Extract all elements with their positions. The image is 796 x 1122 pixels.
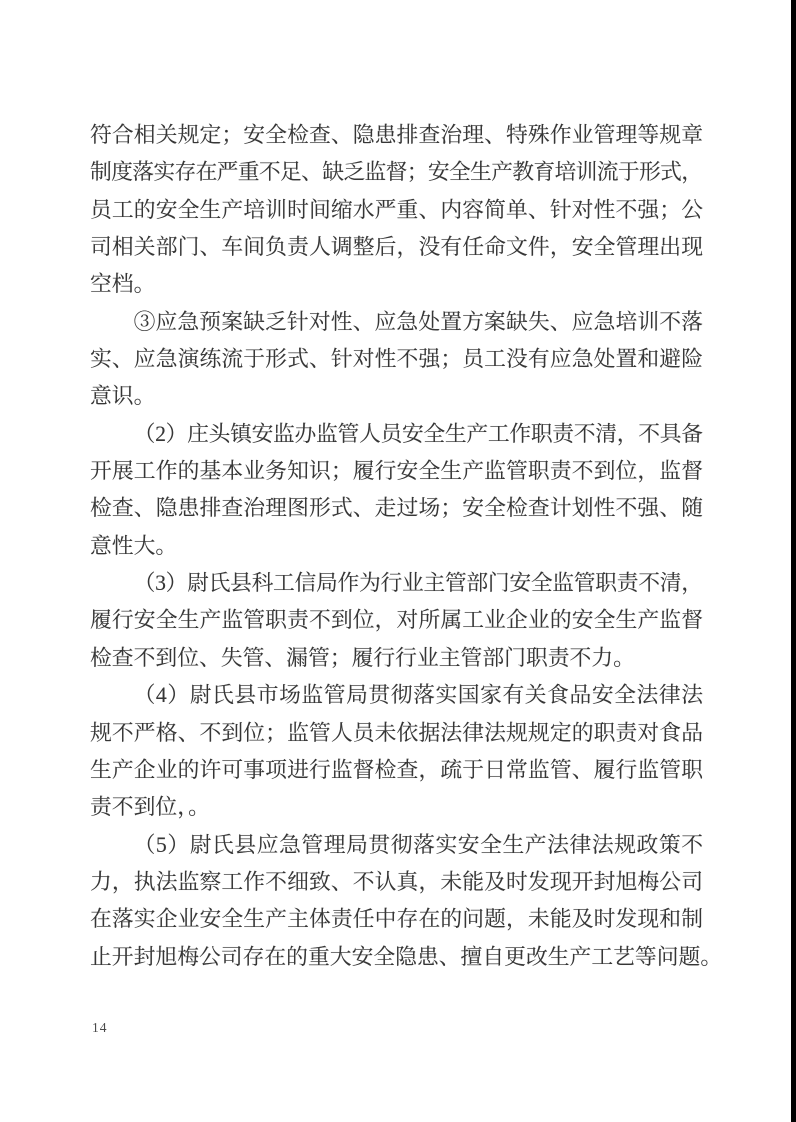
text-line: （2）庄头镇安监办监管人员安全生产工作职责不清，不具备 (133, 421, 703, 446)
text-line: 力，执法监察工作不细致、不认真，未能及时发现开封旭梅公司 (90, 869, 704, 894)
text-line: 止开封旭梅公司存在的重大安全隐患、擅自更改生产工艺等问题。 (90, 944, 723, 969)
text-line: 制度落实存在严重不足、缺乏监督；安全生产教育培训流于形式， (90, 160, 703, 185)
text-line: 检查不到位、失管、漏管；履行行业主管部门职责不力。 (90, 645, 635, 670)
document-body (90, 117, 723, 976)
text-line: 符合相关规定；安全检查、隐患排查治理、特殊作业管理等规章 (90, 123, 704, 147)
text-line: 开展工作的基本业务知识；履行安全生产监管职责不到位，监督 (90, 459, 704, 484)
text-line: 司相关部门、车间负责人调整后，没有任命文件，安全管理出现 (90, 235, 704, 260)
text-line: （4）尉氏县市场监管局贯彻落实国家有关食品安全法律法 (133, 683, 704, 708)
text-line: 意识。 (90, 384, 156, 409)
text-line: 规不严格、不到位；监管人员未依据法律法规规定的职责对食品 (90, 720, 704, 745)
text-line: 生产企业的许可事项进行监督检查，疏于日常监管、履行监管职 (90, 757, 704, 782)
text-line: （5）尉氏县应急管理局贯彻落实安全生产法律法规政策不 (133, 832, 704, 857)
scan-edge-artifact (791, 0, 796, 1122)
page-number: 14 (92, 1020, 108, 1035)
text-line: 员工的安全生产培训时间缩水严重、内容简单、针对性不强；公 (90, 197, 704, 222)
text-line: 检查、隐患排查治理图形式、走过场；安全检查计划性不强、随 (90, 496, 704, 521)
text-line: 在落实企业安全生产主体责任中存在的问题，未能及时发现和制 (90, 907, 704, 932)
text-line: 意性大。 (90, 533, 178, 558)
text-line: 实、应急演练流于形式、针对性不强；员工没有应急处置和避险 (90, 347, 704, 372)
text-line: 履行安全生产监管职责不到位，对所属工业企业的安全生产监督 (90, 608, 704, 633)
text-line: （3）尉氏县科工信局作为行业主管部门安全监管职责不清， (133, 571, 703, 596)
text-line: ③应急预案缺乏针对性、应急处置方案缺失、应急培训不落 (133, 309, 704, 334)
text-line: 责不到位，。 (90, 795, 210, 820)
text-line: 空档。 (90, 272, 156, 297)
